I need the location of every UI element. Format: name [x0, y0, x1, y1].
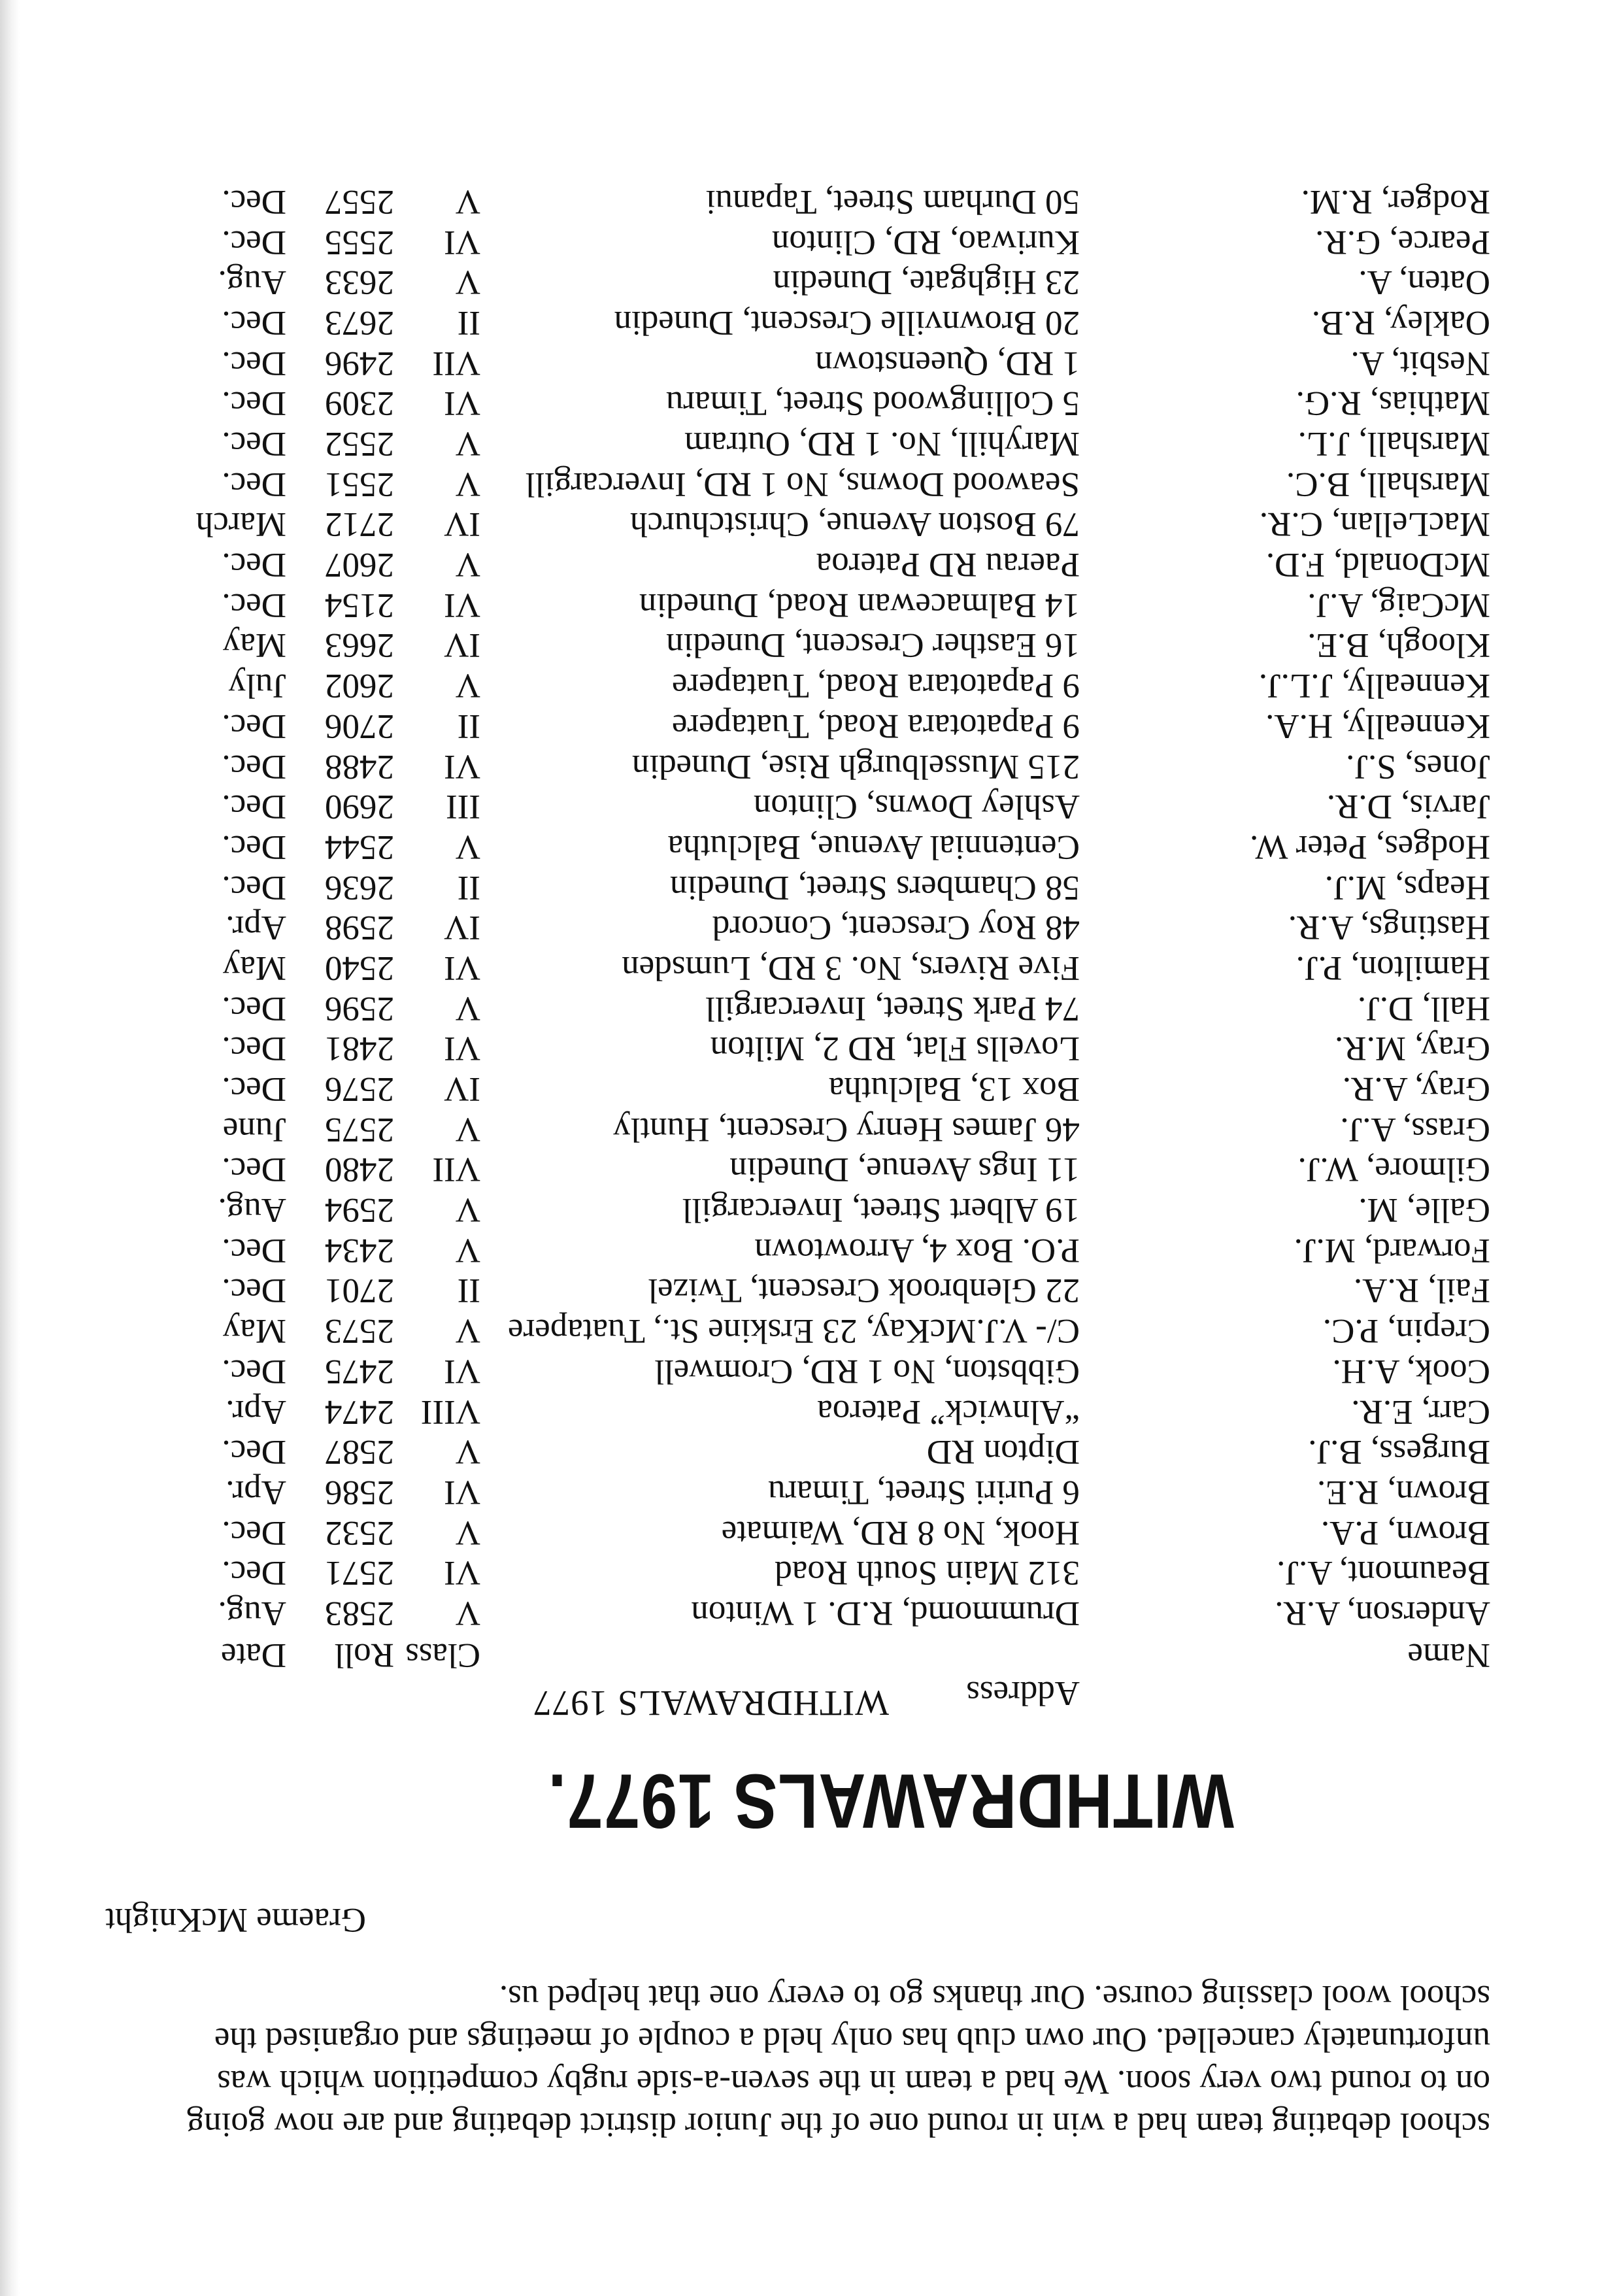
cell-roll: 2587 [325, 1433, 394, 1472]
cell-name: Hall, D.J. [1357, 989, 1490, 1028]
cell-roll: 2602 [325, 667, 394, 705]
cell-address: 9 Papatotara Road, Tuatapere [671, 707, 1080, 745]
cell-name: Mathias, R.G. [1295, 384, 1490, 423]
cell-date: Dec. [222, 384, 286, 423]
cell-date: Dec. [222, 1433, 286, 1472]
cell-name: Anderson, A.R. [1275, 1595, 1490, 1632]
cell-roll: 2434 [325, 1231, 394, 1270]
cell-class: IV [444, 1070, 480, 1109]
table-row [118, 504, 1490, 545]
cell-address: 79 Boston Avenue, Christchurch [630, 505, 1080, 544]
cell-address: Paerau RD Pateroa [816, 546, 1080, 584]
cell-date: Apr. [226, 1393, 286, 1431]
cell-roll: 2701 [325, 1272, 394, 1310]
cell-address: Five Rivers, No. 3 RD, Lumsden [622, 949, 1080, 987]
cell-date: Dec. [222, 707, 286, 745]
cell-date: Dec. [222, 344, 286, 382]
cell-address: 9 Papatotara Road, Tuatapere [671, 667, 1080, 705]
cell-date: March [195, 505, 286, 544]
cell-name: Gray, M.R. [1335, 1030, 1490, 1068]
cell-class: II [457, 1272, 480, 1310]
cell-name: Hodges, Peter W. [1249, 828, 1490, 866]
intro-paragraph-block [144, 1976, 1490, 2146]
cell-address: Gibbston, No 1 RD, Cromwell [654, 1352, 1080, 1391]
cell-class: V [455, 546, 480, 584]
cell-name: Hastings, A.R. [1288, 909, 1490, 947]
cell-date: June [222, 1110, 286, 1149]
cell-name: Gray, A.R. [1342, 1070, 1490, 1109]
cell-address: “Alnwick” Pateroa [817, 1393, 1080, 1431]
cell-class: V [455, 182, 480, 221]
cell-name: Grass, A.J. [1340, 1110, 1490, 1149]
cell-date: Dec. [222, 1151, 286, 1189]
cell-date: May [222, 1312, 286, 1351]
cell-address: 6 Puriri Street, Timaru [767, 1473, 1080, 1511]
cell-name: Rodger, R.M. [1301, 182, 1490, 221]
cell-date: Dec. [222, 1352, 286, 1391]
cell-name: Fail, R.A. [1353, 1272, 1490, 1310]
cell-name: Oakley, R.B. [1311, 304, 1490, 342]
cell-address: Ashley Downs, Clinton [753, 788, 1080, 826]
cell-date: Dec. [222, 1272, 286, 1310]
cell-class: II [457, 868, 480, 907]
table-row [118, 1553, 1490, 1593]
column-header-name: Name [1407, 1636, 1490, 1674]
cell-name: Burgess, B.J. [1308, 1433, 1490, 1472]
cell-roll: 2474 [325, 1393, 394, 1431]
cell-roll: 2706 [325, 707, 394, 745]
table-row [118, 705, 1490, 746]
cell-roll: 2594 [325, 1191, 394, 1230]
table-row [118, 1149, 1490, 1190]
cell-class: II [457, 304, 480, 342]
cell-address: 312 Main South Road [775, 1554, 1080, 1593]
cell-date: Dec. [222, 1554, 286, 1593]
cell-roll: 2475 [325, 1352, 394, 1391]
cell-roll: 2573 [325, 1312, 394, 1351]
cell-date: Dec. [222, 304, 286, 342]
cell-class: VI [444, 586, 480, 624]
scan-edge-shadow [0, 0, 20, 2296]
cell-address: Seawood Downs, No 1 RD, Invercargill [525, 465, 1080, 503]
cell-name: Kenneally, H.A. [1265, 707, 1490, 745]
cell-date: Dec. [222, 1030, 286, 1068]
cell-date: Dec. [222, 223, 286, 262]
cell-class: V [455, 1433, 480, 1472]
table-row [118, 1109, 1490, 1149]
cell-name: Pearce, G.R. [1315, 223, 1490, 262]
cell-class: V [455, 828, 480, 866]
cell-address: 14 Balmacewan Road, Dunedin [639, 586, 1080, 624]
column-header-class: Class [405, 1636, 480, 1674]
cell-date: Dec. [222, 546, 286, 584]
table-row [118, 1068, 1490, 1109]
table-row [118, 1189, 1490, 1230]
cell-address: 5 Collingwood Street, Timaru [665, 384, 1080, 423]
cell-name: Oaten, A. [1358, 263, 1490, 302]
cell-date: Dec. [222, 1070, 286, 1109]
cell-date: July [228, 667, 286, 705]
cell-address: 16 Easther Crescent, Dunedin [666, 626, 1080, 665]
cell-name: Forward, M.J. [1294, 1231, 1490, 1270]
cell-name: Carr, E.R. [1351, 1393, 1490, 1431]
cell-date: Dec. [222, 828, 286, 866]
cell-address: Drummomd, R.D. 1 Winton [691, 1595, 1080, 1632]
cell-name: Kloogh, B.E. [1307, 626, 1490, 665]
cell-address: 46 James Henry Crescent, Huntly [613, 1110, 1080, 1149]
table-row [118, 988, 1490, 1028]
cell-name: Brown, P.A. [1320, 1513, 1490, 1552]
table-row [118, 302, 1490, 343]
table-row [118, 666, 1490, 706]
cell-date: May [222, 949, 286, 987]
table-row [118, 1311, 1490, 1351]
cell-class: V [455, 1231, 480, 1270]
cell-class: VI [444, 384, 480, 423]
cell-class: VIII [420, 1393, 480, 1431]
cell-name: Heaps, M.J. [1324, 868, 1490, 907]
cell-name: Jones, S.J. [1346, 747, 1490, 786]
cell-address: Hook, No 8 RD, Waimate [721, 1513, 1080, 1552]
cell-address: 22 Glenbrook Crescent, Twizel [648, 1272, 1080, 1310]
cell-date: Apr. [226, 1473, 286, 1511]
cell-class: V [455, 1312, 480, 1351]
cell-class: V [455, 1595, 480, 1632]
table-row [118, 1351, 1490, 1391]
intro-paragraph: school debating team had a win in round one of the Junior district debating and are now going on to round two very soon. We had a team in the seven-a-side rugby competition which was unfortunately cancelled. Our own club has only held a couple of meetings and organised the school wool classing course. Our thanks go to every one that helped us. [186, 1978, 1490, 2144]
cell-class: VI [444, 223, 480, 262]
cell-roll: 2607 [325, 546, 394, 584]
table-row [118, 181, 1490, 222]
cell-date: Aug. [218, 1595, 286, 1632]
cell-class: IV [444, 626, 480, 665]
cell-address: Maryhill, No. 1 RD, Outram [684, 425, 1080, 464]
cell-address: Dipton RD [926, 1433, 1080, 1472]
table-row [118, 584, 1490, 625]
cell-address: Box 13, Balclutha [828, 1070, 1080, 1109]
cell-roll: 2673 [325, 304, 394, 342]
cell-class: VI [444, 747, 480, 786]
table-row [118, 1512, 1490, 1553]
table-row [118, 867, 1490, 907]
cell-address: Lovells Flat, RD 2, Milton [710, 1030, 1080, 1068]
cell-class: VI [444, 1030, 480, 1068]
cell-date: Dec. [222, 989, 286, 1028]
table-row [118, 826, 1490, 867]
cell-address: 19 Albert Street, Invercargill [682, 1191, 1080, 1230]
cell-date: Dec. [222, 182, 286, 221]
cell-class: VI [444, 1473, 480, 1511]
table-row [118, 1230, 1490, 1270]
table-row [118, 786, 1490, 827]
cell-date: Apr. [226, 909, 286, 947]
column-header-roll: Roll [334, 1636, 394, 1674]
column-header-address: Address [966, 1674, 1080, 1712]
cell-name: Cook, A.H. [1332, 1352, 1490, 1391]
cell-class: III [446, 788, 480, 826]
cell-address: P.O. Box 4, Arrowtown [754, 1231, 1080, 1270]
cell-class: II [457, 707, 480, 745]
cell-class: VII [432, 344, 480, 382]
cell-roll: 2586 [325, 1473, 394, 1511]
table-row [118, 222, 1490, 262]
table-row [118, 343, 1490, 383]
main-heading: WITHDRAWALS 1977. [547, 1757, 1234, 1844]
cell-roll: 2633 [325, 263, 394, 302]
cell-roll: 2154 [325, 586, 394, 624]
table-row [118, 423, 1490, 464]
cell-address: 215 Musselburgh Rise, Dunedin [631, 747, 1080, 786]
table-row [118, 947, 1490, 988]
cell-date: May [222, 626, 286, 665]
cell-date: Aug. [218, 1191, 286, 1230]
column-header-date: Date [220, 1636, 286, 1674]
cell-roll: 2309 [325, 384, 394, 423]
cell-name: Brown, R.E. [1317, 1473, 1490, 1511]
cell-name: Jarvis, D.R. [1326, 788, 1490, 826]
cell-roll: 2596 [325, 989, 394, 1028]
table-row [118, 746, 1490, 786]
cell-address: 20 Brownville Crescent, Dunedin [614, 304, 1080, 342]
cell-date: Aug. [218, 263, 286, 302]
cell-date: Dec. [222, 1513, 286, 1552]
cell-roll: 2555 [325, 223, 394, 262]
sub-heading: WITHDRAWALS 1977 [533, 1683, 889, 1723]
cell-roll: 2576 [325, 1070, 394, 1109]
cell-roll: 2544 [325, 828, 394, 866]
cell-date: Dec. [222, 747, 286, 786]
cell-class: VI [444, 1554, 480, 1593]
cell-roll: 2496 [325, 344, 394, 382]
cell-roll: 2532 [325, 1513, 394, 1552]
cell-roll: 2488 [325, 747, 394, 786]
cell-address: 48 Roy Crescent, Concord [712, 909, 1080, 947]
cell-class: V [455, 989, 480, 1028]
table-row [118, 1593, 1490, 1633]
cell-class: V [455, 1513, 480, 1552]
table-row [118, 1270, 1490, 1311]
cell-address: 1 RD, Queenstown [815, 344, 1080, 382]
cell-name: Kenneally, J.L.J. [1258, 667, 1490, 705]
cell-name: MacLellan, C.R. [1259, 505, 1490, 544]
cell-class: V [455, 667, 480, 705]
cell-class: V [455, 425, 480, 464]
cell-name: Beaumont, A.J. [1277, 1554, 1490, 1593]
cell-date: Dec. [222, 425, 286, 464]
cell-date: Dec. [222, 465, 286, 503]
cell-name: McDonald, F.D. [1265, 546, 1490, 584]
cell-class: VI [444, 949, 480, 987]
cell-class: V [455, 263, 480, 302]
cell-address: 11 Ings Avenue, Dunedin [729, 1151, 1080, 1189]
cell-class: V [455, 1110, 480, 1149]
cell-address: Kuriwao, RD, Clinton [771, 223, 1080, 262]
table-row [118, 1432, 1490, 1472]
cell-roll: 2663 [325, 626, 394, 665]
cell-roll: 2636 [325, 868, 394, 907]
cell-roll: 2712 [325, 505, 394, 544]
cell-address: Centennial Avenue, Balclutha [667, 828, 1080, 866]
cell-class: VI [444, 1352, 480, 1391]
cell-class: IV [444, 505, 480, 544]
table-row [118, 383, 1490, 424]
cell-roll: 2571 [325, 1554, 394, 1593]
cell-date: Dec. [222, 788, 286, 826]
cell-date: Dec. [222, 868, 286, 907]
table-row [118, 464, 1490, 504]
cell-name: Nesbit, A. [1350, 344, 1490, 382]
table-row [118, 544, 1490, 584]
cell-date: Dec. [222, 1231, 286, 1270]
cell-roll: 2598 [325, 909, 394, 947]
cell-roll: 2480 [325, 1151, 394, 1189]
cell-class: IV [444, 909, 480, 947]
cell-address: 58 Chambers Street, Dunedin [669, 868, 1080, 907]
cell-address: 50 Durham Street, Tapanui [705, 182, 1080, 221]
table-row [118, 907, 1490, 948]
table-row [118, 1472, 1490, 1512]
cell-roll: 2557 [325, 182, 394, 221]
table-row [118, 1391, 1490, 1432]
cell-address: 23 Highgate, Dunedin [773, 263, 1080, 302]
cell-name: Marshall, B.C. [1286, 465, 1490, 503]
cell-name: Crepin, P.C. [1322, 1312, 1490, 1351]
cell-roll: 2575 [325, 1110, 394, 1149]
cell-roll: 2551 [325, 465, 394, 503]
cell-address: C/- V.J.McKay, 23 Erskine St., Tuatapere [508, 1312, 1080, 1351]
cell-name: Marshall, J.L. [1297, 425, 1490, 464]
cell-roll: 2481 [325, 1030, 394, 1068]
cell-name: Gilmore, W.J. [1297, 1151, 1490, 1189]
cell-class: V [455, 465, 480, 503]
cell-roll: 2583 [325, 1595, 394, 1632]
cell-name: McCaig, A.J. [1307, 586, 1490, 624]
cell-roll: 2690 [325, 788, 394, 826]
cell-roll: 2552 [325, 425, 394, 464]
cell-date: Dec. [222, 586, 286, 624]
table-row [118, 262, 1490, 303]
cell-name: Galle, M. [1358, 1191, 1490, 1230]
cell-roll: 2540 [325, 949, 394, 987]
cell-class: V [455, 1191, 480, 1230]
cell-address: 74 Park Street, Invercargill [705, 989, 1080, 1028]
table-row [118, 625, 1490, 666]
signature: Graeme McKnight [105, 1901, 366, 1939]
table-row [118, 1028, 1490, 1069]
cell-name: Hamilton, P.J. [1295, 949, 1490, 987]
cell-class: VII [432, 1151, 480, 1189]
